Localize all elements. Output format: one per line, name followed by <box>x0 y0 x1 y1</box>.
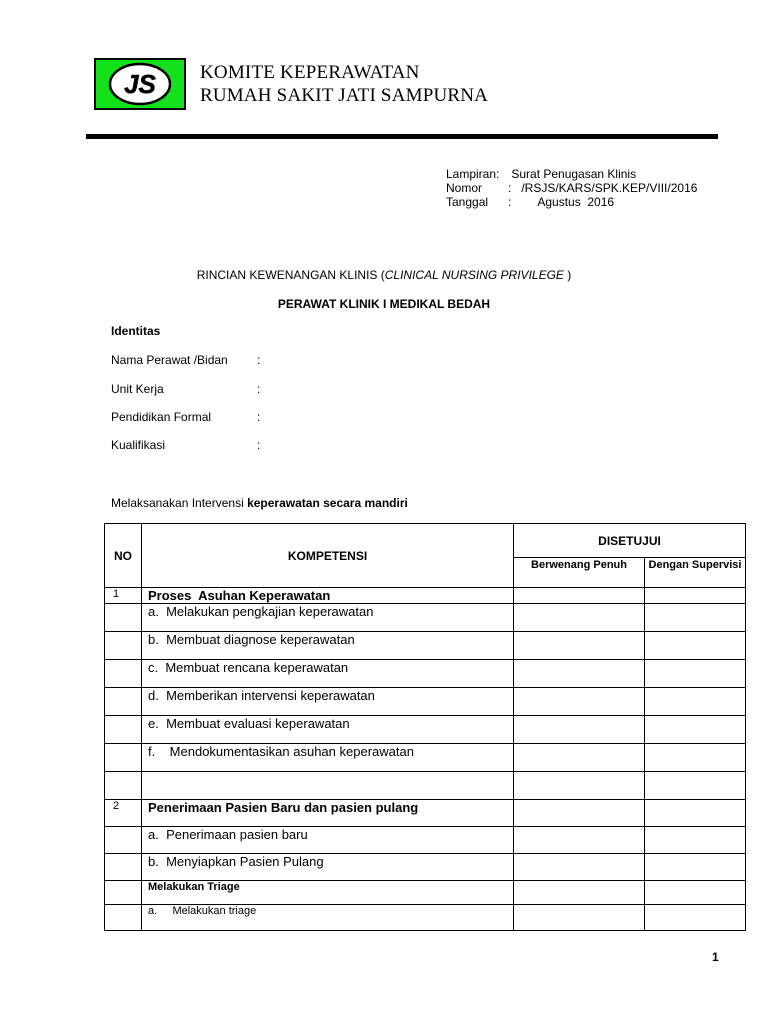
berwenang-penuh-cell[interactable] <box>514 716 645 744</box>
competency-text: f. Mendokumentasikan asuhan keperawatan <box>142 744 514 772</box>
row-number <box>105 660 142 688</box>
berwenang-penuh-cell[interactable] <box>514 881 645 905</box>
table-row <box>105 800 746 827</box>
logo-emblem-icon <box>96 60 184 108</box>
berwenang-penuh-cell[interactable] <box>514 660 645 688</box>
row-number <box>105 688 142 716</box>
competency-text: b. Menyiapkan Pasien Pulang <box>142 854 514 881</box>
row-number <box>105 632 142 660</box>
col-dengan-header: Dengan Supervisi <box>645 558 746 588</box>
lampiran-value: Surat Penugasan Klinis <box>511 167 637 181</box>
field-label: Pendidikan Formal <box>111 410 212 424</box>
table-row <box>105 905 746 931</box>
table-row <box>105 827 746 854</box>
berwenang-penuh-cell[interactable] <box>514 800 645 827</box>
competency-text: c. Membuat rencana keperawatan <box>142 660 514 688</box>
berwenang-penuh-cell[interactable] <box>514 744 645 772</box>
identity-heading: Identitas <box>111 324 161 338</box>
title-italic: CLINICAL NURSING PRIVILEGE <box>384 268 564 282</box>
berwenang-penuh-cell[interactable] <box>514 854 645 881</box>
lampiran-label: Lampiran: <box>446 167 500 181</box>
organization-name <box>200 61 488 107</box>
logo-text: JS <box>124 69 156 99</box>
row-number <box>105 716 142 744</box>
document-meta <box>446 167 697 209</box>
field-label: Kualifikasi <box>111 438 166 452</box>
document-title <box>0 268 768 282</box>
page-number: 1 <box>712 950 719 964</box>
berwenang-penuh-cell[interactable] <box>514 772 645 800</box>
table-row <box>105 588 746 604</box>
competency-table <box>104 523 746 931</box>
competency-text: a. Penerimaan pasien baru <box>142 827 514 854</box>
competency-text <box>142 772 514 800</box>
competency-text: Penerimaan Pasien Baru dan pasien pulang <box>142 800 514 827</box>
dengan-supervisi-cell[interactable] <box>645 827 746 854</box>
col-no-header: NO <box>105 524 142 588</box>
title-prefix: RINCIAN KEWENANGAN KLINIS ( <box>196 268 385 282</box>
row-number <box>105 905 142 931</box>
identity-field-unit <box>111 382 260 396</box>
competency-text: a. Melakukan triage <box>142 905 514 931</box>
table-row <box>105 688 746 716</box>
competency-text: d. Memberikan intervensi keperawatan <box>142 688 514 716</box>
dengan-supervisi-cell[interactable] <box>645 800 746 827</box>
dengan-supervisi-cell[interactable] <box>645 772 746 800</box>
intro-bold: keperawatan secara mandiri <box>247 496 408 510</box>
competency-text: Proses Asuhan Keperawatan <box>142 588 514 604</box>
table-row <box>105 854 746 881</box>
hospital-logo <box>94 58 186 110</box>
field-sep: : <box>257 410 261 424</box>
table-row <box>105 716 746 744</box>
dengan-supervisi-cell[interactable] <box>645 688 746 716</box>
dengan-supervisi-cell[interactable] <box>645 854 746 881</box>
field-sep: : <box>257 382 261 396</box>
dengan-supervisi-cell[interactable] <box>645 716 746 744</box>
document-subtitle: PERAWAT KLINIK I MEDIKAL BEDAH <box>277 297 491 311</box>
berwenang-penuh-cell[interactable] <box>514 604 645 632</box>
competency-text: a. Melakukan pengkajian keperawatan <box>142 604 514 632</box>
org-line-2: RUMAH SAKIT JATI SAMPURNA <box>200 85 489 106</box>
dengan-supervisi-cell[interactable] <box>645 660 746 688</box>
competency-text: Melakukan Triage <box>142 881 514 905</box>
intro-text <box>111 496 408 510</box>
berwenang-penuh-cell[interactable] <box>514 688 645 716</box>
col-kompetensi-header: KOMPETENSI <box>142 524 514 588</box>
table-row <box>105 881 746 905</box>
berwenang-penuh-cell[interactable] <box>514 905 645 931</box>
org-line-1: KOMITE KEPERAWATAN <box>200 62 420 83</box>
header-divider <box>86 134 718 139</box>
identity-field-kualifikasi <box>111 438 260 452</box>
row-number: 2 <box>105 800 142 827</box>
row-number <box>105 881 142 905</box>
row-number <box>105 604 142 632</box>
field-label: Nama Perawat /Bidan <box>111 353 228 367</box>
dengan-supervisi-cell[interactable] <box>645 588 746 604</box>
table-row <box>105 772 746 800</box>
table-row <box>105 632 746 660</box>
table-row <box>105 660 746 688</box>
table-row <box>105 744 746 772</box>
berwenang-penuh-cell[interactable] <box>514 632 645 660</box>
field-label: Unit Kerja <box>111 382 164 396</box>
dengan-supervisi-cell[interactable] <box>645 604 746 632</box>
identity-field-nama <box>111 353 260 367</box>
col-berwenang-header: Berwenang Penuh <box>514 558 645 588</box>
table-row <box>105 604 746 632</box>
field-sep: : <box>257 438 261 452</box>
berwenang-penuh-cell[interactable] <box>514 827 645 854</box>
identity-field-pendidikan <box>111 410 260 424</box>
dengan-supervisi-cell[interactable] <box>645 632 746 660</box>
title-suffix: ) <box>563 268 572 282</box>
row-number <box>105 772 142 800</box>
row-number <box>105 827 142 854</box>
dengan-supervisi-cell[interactable] <box>645 905 746 931</box>
intro-plain: Melaksanakan Intervensi <box>111 496 248 510</box>
row-number <box>105 744 142 772</box>
nomor-label: Nomor <box>446 181 483 195</box>
competency-text: e. Membuat evaluasi keperawatan <box>142 716 514 744</box>
tanggal-label: Tanggal <box>446 195 489 209</box>
tanggal-value: : Agustus 2016 <box>508 195 615 209</box>
dengan-supervisi-cell[interactable] <box>645 744 746 772</box>
row-number: 1 <box>105 588 142 604</box>
dengan-supervisi-cell[interactable] <box>645 881 746 905</box>
field-sep: : <box>257 353 261 367</box>
competency-text: b. Membuat diagnose keperawatan <box>142 632 514 660</box>
nomor-value: : /RSJS/KARS/SPK.KEP/VIII/2016 <box>508 181 698 195</box>
row-number <box>105 854 142 881</box>
col-disetujui-header: DISETUJUI <box>514 524 746 558</box>
berwenang-penuh-cell[interactable] <box>514 588 645 604</box>
